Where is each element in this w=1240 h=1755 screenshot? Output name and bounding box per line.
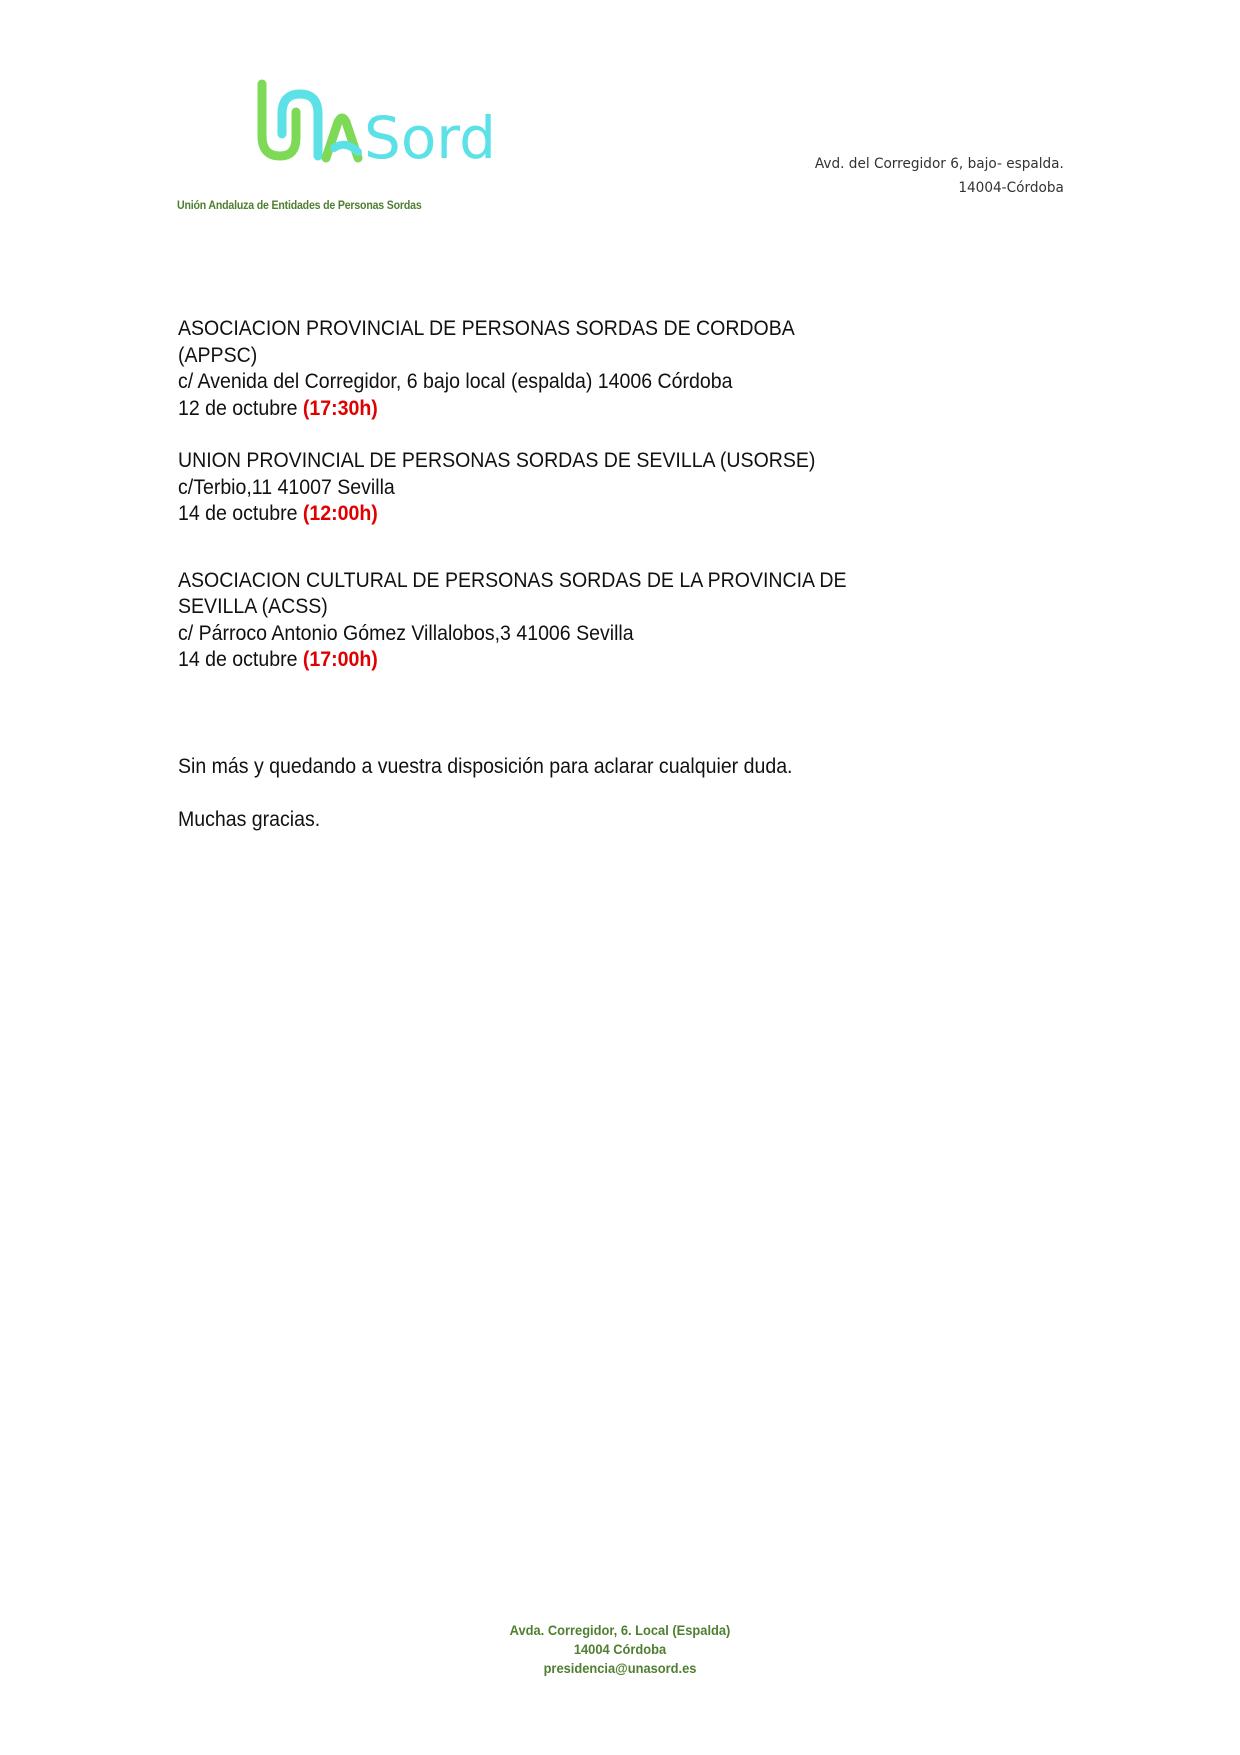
venue-entry-acss (178, 568, 1038, 674)
venue-name-line2: SEVILLA (ACSS) (178, 595, 328, 618)
venue-datetime (178, 396, 978, 423)
venue-name-line1: ASOCIACION PROVINCIAL DE PERSONAS SORDAS DE CORDOBA (178, 317, 795, 340)
thanks-line: Muchas gracias. (178, 808, 321, 831)
footer-email: presidencia@unasord.es (543, 1660, 697, 1676)
venue-name-line1: ASOCIACION CULTURAL DE PERSONAS SORDAS DE LA PROVINCIA DE (178, 568, 847, 592)
venue-name-line2: (APPSC) (178, 343, 258, 367)
svg-text:Sord: Sord (364, 104, 496, 164)
page-footer (0, 1621, 1240, 1678)
logo-graphic-icon (254, 78, 514, 164)
footer-city: 14004 Córdoba (573, 1641, 667, 1657)
unasord-logo (254, 78, 514, 164)
venue-time: (17:30h) (302, 396, 378, 420)
organization-tagline: Unión Andaluza de Entidades de Personas Sordas (177, 200, 422, 212)
venue-time: (17:00h) (302, 648, 378, 671)
venue-name-line1: UNION PROVINCIAL DE PERSONAS SORDAS DE SEVILLA (USORSE) (178, 449, 816, 472)
sender-address-line1: Avd. del Corregidor 6, bajo- espalda. (815, 156, 1064, 172)
letter-body (178, 316, 1038, 834)
venue-date: 14 de octubre (178, 648, 303, 671)
closing-line: Sin más y quedando a vuestra disposición para aclarar cualquier duda. (178, 754, 793, 778)
venue-date: 14 de octubre (178, 502, 303, 525)
venue-datetime (178, 647, 978, 674)
sender-address-line2: 14004-Córdoba (958, 180, 1064, 196)
venue-date: 12 de octubre (178, 396, 303, 420)
venue-address: c/ Avenida del Corregidor, 6 bajo local (espalda) 14006 Córdoba (178, 370, 733, 393)
venue-address: c/Terbio,11 41007 Sevilla (178, 475, 395, 499)
venue-entry-appsc (178, 316, 1038, 422)
venue-time: (12:00h) (302, 502, 378, 525)
sender-address (815, 152, 1064, 200)
venue-datetime (178, 501, 978, 528)
venue-address: c/ Párroco Antonio Gómez Villalobos,3 41006 Sevilla (178, 621, 634, 645)
venue-entry-usorse (178, 448, 1038, 528)
footer-address: Avda. Corregidor, 6. Local (Espalda) (509, 1622, 731, 1638)
